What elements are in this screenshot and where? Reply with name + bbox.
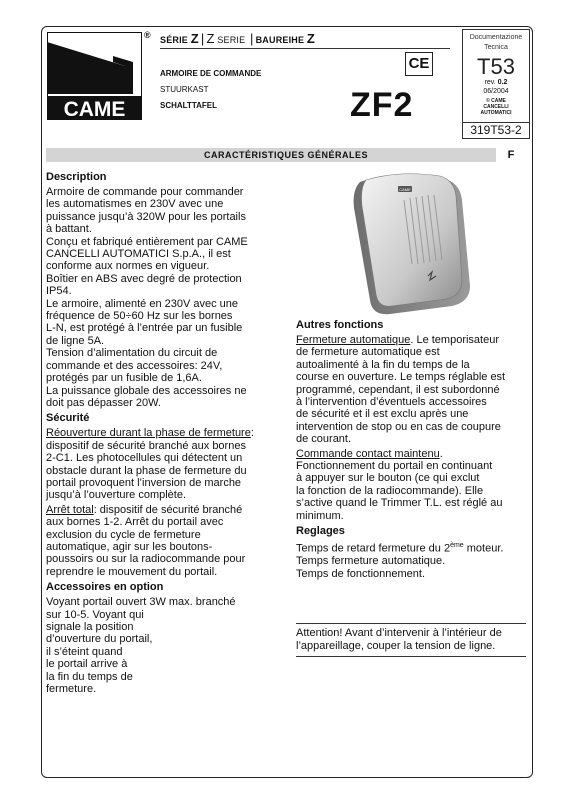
description-line: doit pas dépasser 20W. [46,396,161,409]
doc-copyright: © CAME CANCELLI AUTOMATICI [480,98,512,116]
fermeture-line: autoalimenté à la fin du temps de la [296,358,470,371]
doc-code: 319T53-2 [463,122,529,138]
description-line: Le armoire, alimenté en 230V avec une [46,297,239,310]
doc-label: Documentazione Tecnica [469,34,523,51]
arret-line: automatique, agir sur les boutons- [46,540,213,553]
section-title: CARACTÉRISTIQUES GÉNÉRALES [203,150,368,160]
control-box-image [332,168,482,316]
attention-line: Attention! Avant d’intervenir à l’intérieur de [296,627,502,639]
contact-line: la fonction de la radiocommande). Elle [296,484,484,497]
securite-heading: Sécurité [46,412,90,425]
description-line: à battant. [46,223,92,236]
registered-mark: ® [144,30,151,40]
contact-line: minimum. [296,509,344,522]
attention-note [296,623,526,657]
arret-line: exclusion du cycle de fermeture [46,528,201,541]
reouverture-line: dispositif de sécurité branché aux bornes [46,439,246,452]
series-line: SÉRIE Z | Z SERIE | BAUREIHE Z [160,31,316,46]
fermeture-line: de courant. [296,433,352,446]
reouverture-line: 2-C1. Les photocellules qui détectent un [46,452,243,465]
left-column [46,170,278,695]
accessoires-line: la fin du temps de [46,670,133,683]
language-tag: F [496,148,526,162]
title-fr: ARMOIRE DE COMMANDE [160,69,262,78]
description-line: La puissance globale des accessoires ne [46,384,247,397]
accessoires-line: Voyant portail ouvert 3W max. branché [46,596,236,609]
description-line: les automatismes en 230V avec une [46,198,224,211]
reouverture-line: obstacle durant la phase de fermeture du [46,464,247,477]
description-line: Boîtier en ABS avec degré de protection [46,272,242,285]
fermeture-text: Fermeture automatique. Le temporisateur de fermeture automatique est autoalimenté à la fin du temps de la course en ouverture. Le temps réglable est programmé, cependant, il est subordonné à l’intervention d’éventuels accessoires de sécurité et il est exclu après une intervention de stop ou en cas de coupure de courant. [296,334,506,446]
description-line: Conçu et fabriqué entièrement par CAME [46,235,248,248]
header-rule [160,48,450,49]
description-line: de ligne 5A. [46,334,105,347]
description-line: Armoire de commande pour commander [46,186,244,198]
description-line: protégés par un fusible de 1,6A. [46,372,202,385]
description-heading: Description [46,171,107,183]
fermeture-line: de sécurité et il est exclu après une [296,408,469,421]
description-line: commande et des accessoires: 24V, [46,359,223,372]
title-de: SCHALTTAFEL [160,101,218,110]
reglages-heading: Reglages [296,525,345,538]
reouverture-line: portail provoquent l’inversion de marche [46,476,242,489]
title-nl: STUURKAST [160,85,209,94]
product-titles [160,66,261,114]
section-bar [46,148,526,162]
doc-id: T53 [477,54,515,79]
contact-line: à appuyer sur le bouton (ce qui exclut [296,472,480,485]
accessoires-text [46,596,278,695]
description-text [46,186,278,409]
fermeture-line: intervention de stop ou en cas de coupure [296,420,501,433]
contact-line: s’active quand le Trimmer T.L. est réglé au [296,497,503,510]
fermeture-line: course en ouverture. Le temps réglable est [296,371,506,384]
fermeture-line: à l’intervention d’éventuels accessoires [296,396,487,409]
fermeture-line: de fermeture automatique est [296,346,440,359]
accessoires-line: sur 10-5. Voyant qui [46,608,144,621]
contact-text: Commande contact maintenu. Fonctionnement du portail en continuant à appuyer sur le bouton (ce qui exclut la fonction de la radiocommande). Elle s’active quand le Trimmer T.L. est réglé au minimum. [296,447,503,522]
autres-heading: Autres fonctions [296,319,384,331]
reouverture-text: Réouverture durant la phase de fermeture: dispositif de sécurité branché aux bornes 2-C1. Les photocellules qui détectent un obstacle durant la phase de fermeture du portail provoquent l’inversion de marche jusqu’à l’ouverture complète. [46,427,254,502]
attention-line: l’appareillage, couper la tension de ligne. [296,639,496,652]
arret-line: reprendre le mouvement du portail. [46,565,218,578]
description-line: CANCELLI AUTOMATICI S.p.A., il est [46,248,231,261]
reouverture-line: jusqu’à l’ouverture complète. [46,489,187,502]
ce-mark: CE [405,52,433,76]
svg-text:CAME: CAME [399,187,411,192]
reglages-text: Temps de retard fermeture du 2ème moteur. Temps fermeture automatique. Temps de fonctionnement. [296,542,504,580]
accessoires-line: fermeture. [46,683,97,696]
doc-revision: rev. 0.2 [484,79,508,86]
arret-line: poussoirs ou sur la radiocommande pour [46,553,246,566]
description-line: puissance jusqu’à 320W pour les portails [46,210,246,223]
accessoires-line: d’ouverture du portail, [46,633,153,646]
right-column [296,318,526,580]
contact-line: Fonctionnement du portail en continuant [296,460,493,473]
came-logo [47,32,142,120]
accessoires-line: il s’éteint quand [46,645,123,658]
description-line: Tension d’alimentation du circuit de [46,347,218,360]
description-line: IP54. [46,285,72,298]
arret-text: Arrêt total: dispositif de sécurité branché aux bornes 1-2. Arrêt du portail avec exclusion du cycle de fermeture automatique, agir sur les boutons- poussoirs ou sur la radiocommande pour reprendre le mouvement du portail. [46,503,246,578]
description-line: L-N, est protégé à l’entrée par un fusible [46,322,243,335]
description-line: fréquence de 50÷60 Hz sur les bornes [46,310,233,323]
model-name: ZF2 [350,86,414,124]
arret-line: aux bornes 1-2. Arrêt du portail avec [46,516,224,529]
svg-text:CAME: CAME [63,98,126,120]
doc-date: 06/2004 [483,88,509,95]
accessoires-line: signale la position [46,621,134,633]
fermeture-line: programmé, cependant, il est subordonné [296,383,500,396]
documentation-box [462,29,530,139]
accessoires-line: le portail arrive à [46,658,128,671]
description-line: conforme aux normes en vigueur. [46,260,210,273]
accessoires-heading: Accessoires en option [46,581,164,594]
